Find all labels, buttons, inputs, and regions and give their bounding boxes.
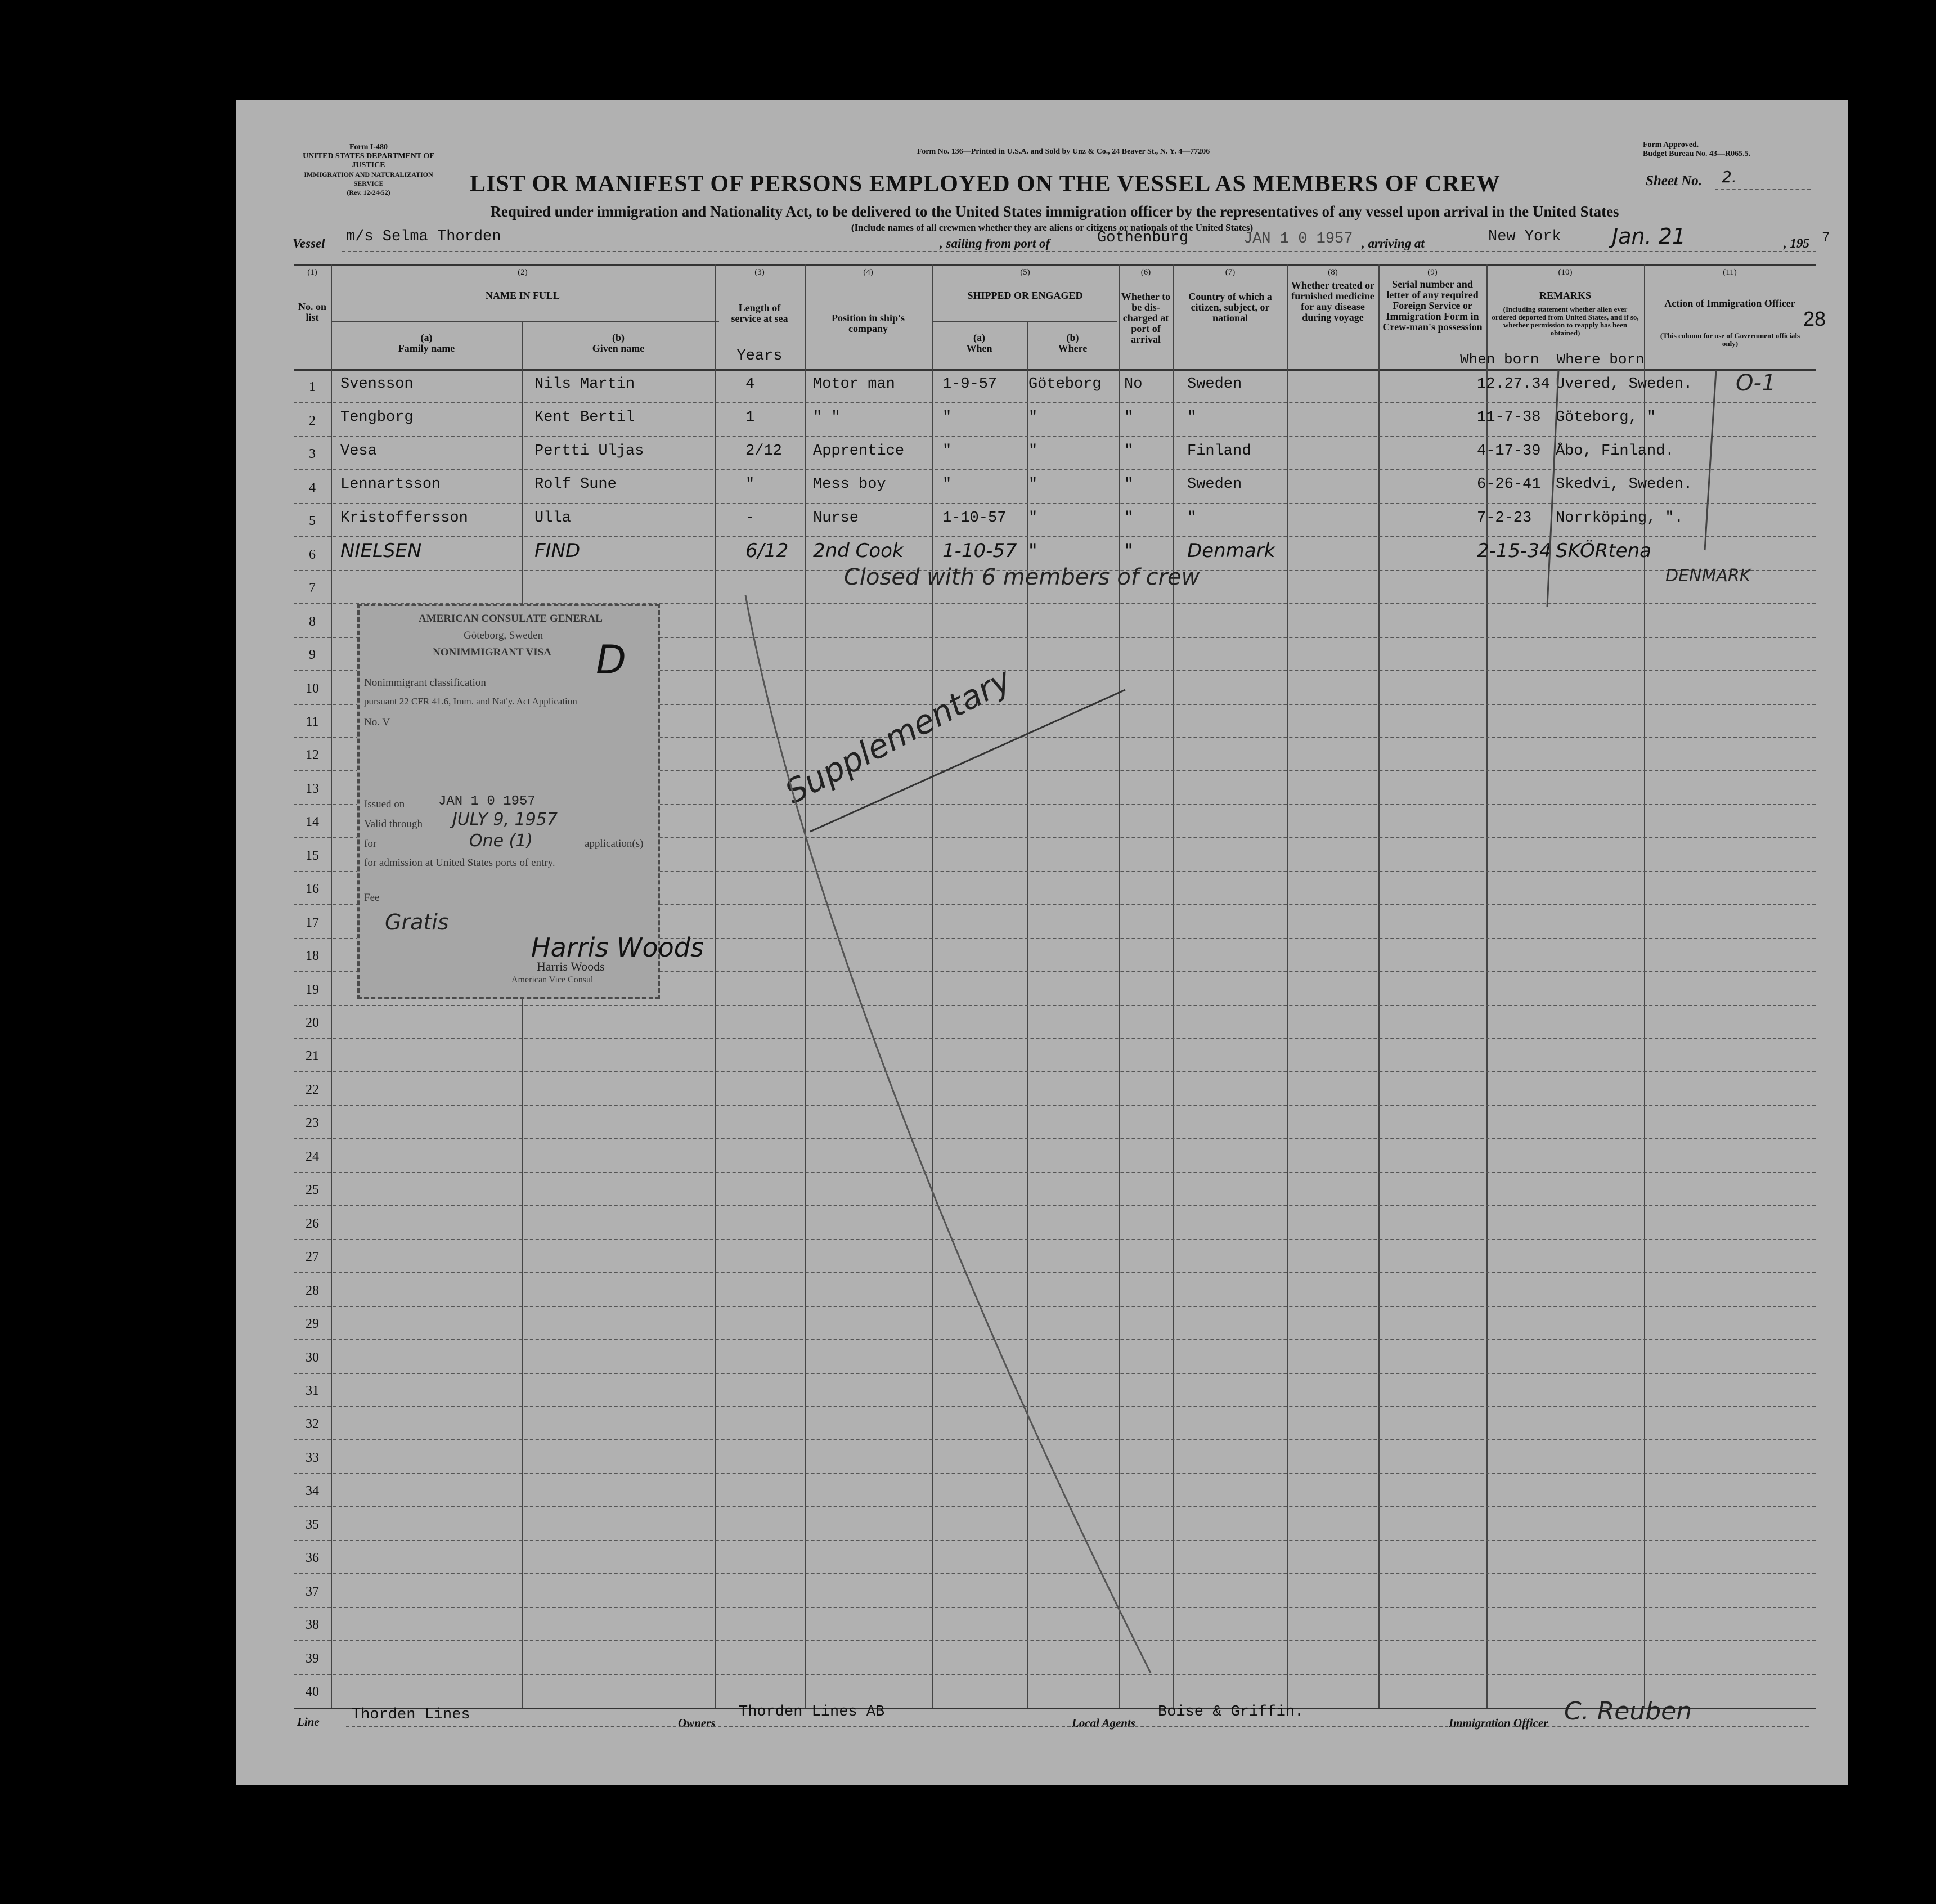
family-label: Family name: [398, 343, 455, 354]
stamp-valid-label: Valid through: [364, 818, 423, 830]
row-number: 35: [306, 1517, 319, 1532]
col-head-country: Country of which a citizen, subject, or national: [1188, 291, 1272, 324]
row-number: 10: [306, 681, 319, 696]
crew-years-service: ": [745, 476, 755, 493]
row-number: 26: [306, 1216, 319, 1231]
row-number: 27: [306, 1250, 319, 1265]
where-label: Where: [1058, 343, 1088, 354]
consul-signature: Harris Woods: [531, 932, 704, 963]
crew-given-name: Pertti Uljas: [534, 442, 644, 460]
crew-position: 2nd Cook: [813, 540, 904, 563]
crew-given-name: Rolf Sune: [534, 476, 617, 493]
stamp-no: No. V: [364, 716, 390, 728]
stamp-header-2: Göteborg, Sweden: [464, 630, 543, 641]
crew-shipped-when: 1-9-57: [942, 376, 998, 393]
year-digit: 7: [1822, 231, 1830, 246]
crew-birth-date: 2-15-34: [1477, 540, 1552, 563]
row-number: 25: [306, 1183, 319, 1198]
row-number: 31: [306, 1383, 319, 1398]
crew-discharged: ": [1124, 540, 1133, 563]
row-number: 29: [306, 1317, 319, 1332]
row7-remark: DENMARK: [1665, 566, 1751, 586]
crew-discharged: ": [1124, 409, 1134, 426]
crew-birth-place: Norrköping, ".: [1556, 509, 1683, 527]
crew-given-name: FIND: [534, 540, 581, 563]
stamp-fee-label: Fee: [364, 892, 380, 904]
crew-birth-date: 11-7-38: [1477, 409, 1541, 426]
row-number: 9: [309, 648, 316, 663]
stamp-class-mark: D: [596, 637, 626, 683]
crew-birth-place: Skedvi, Sweden.: [1556, 476, 1693, 493]
row-number: 11: [306, 714, 319, 729]
crew-given-name: Nils Martin: [534, 376, 635, 393]
col-head-treated: Whether treated or furnished medicine for any disease during voyage: [1291, 280, 1375, 323]
sheet-number: 2.: [1722, 168, 1737, 186]
manifest-sheet: [236, 100, 1848, 1785]
crew-family-name: Svensson: [340, 376, 414, 393]
crew-shipped-where: ": [1028, 509, 1038, 527]
crew-shipped-where: Göteborg: [1028, 376, 1102, 393]
revision-date: (Rev. 12-24-52): [347, 188, 390, 196]
row-number: 33: [306, 1450, 319, 1465]
crew-discharged: No: [1124, 376, 1143, 393]
form-approved: Form Approved.: [1643, 141, 1699, 149]
row-number: 4: [309, 480, 316, 495]
remarks-bracket-1: [1547, 370, 1558, 607]
col-num-1: (1): [307, 268, 317, 277]
crew-birth-place: Åbo, Finland.: [1556, 442, 1674, 460]
col-num-8: (8): [1328, 268, 1338, 277]
crew-discharged: ": [1124, 509, 1134, 527]
col-head-shipped: SHIPPED OR ENGAGED: [967, 290, 1083, 301]
crew-birth-place: Uvered, Sweden.: [1556, 376, 1693, 393]
form-number: Form I-480: [349, 143, 388, 151]
row-number: 23: [306, 1116, 319, 1131]
col-num-5: (5): [1020, 268, 1030, 277]
row-number: 16: [306, 882, 319, 897]
stamp-header-1: AMERICAN CONSULATE GENERAL: [419, 613, 603, 625]
row-number: 19: [306, 982, 319, 997]
crew-country: ": [1187, 509, 1197, 527]
crew-position: Nurse: [813, 509, 859, 527]
crew-years-service: 2/12: [745, 442, 782, 460]
vessel-label: Vessel: [293, 236, 325, 250]
department-name: UNITED STATES DEPARTMENT OF JUSTICE: [303, 152, 434, 169]
crew-birth-date: 6-26-41: [1477, 476, 1541, 493]
row-number: 21: [306, 1049, 319, 1064]
col-head-remarks-note: (Including statement whether alien ever ordered deported from United States, and if so, whether permission to reapply has been obtained): [1492, 305, 1639, 337]
form-subtitle: Required under immigration and Nationality Act, to be delivered to the United States immigration officer by the representatives of any vessel upon arrival in the United States: [490, 203, 1619, 220]
row-number: 8: [309, 614, 316, 629]
row-number: 5: [309, 514, 316, 529]
row-number: 38: [306, 1618, 319, 1633]
stamp-valid-date: JULY 9, 1957: [452, 810, 558, 829]
service-name: IMMIGRATION AND NATURALIZATION SERVICE: [304, 170, 433, 187]
family-letter: (a): [420, 332, 433, 343]
row-number: 37: [306, 1584, 319, 1599]
footer-owners-value: Thorden Lines AB: [739, 1704, 885, 1721]
col-head-action-note: (This column for use of Government officials only): [1660, 331, 1800, 348]
crew-family-name: Lennartsson: [340, 476, 441, 493]
crew-country: Denmark: [1187, 540, 1275, 563]
remarks-bracket-2: [1705, 370, 1716, 550]
row-number: 40: [306, 1685, 319, 1699]
stamp-issued-label: Issued on: [364, 798, 405, 810]
row-number: 3: [309, 447, 316, 462]
crew-shipped-where: ": [1028, 476, 1038, 493]
crew-years-service: 1: [745, 409, 755, 426]
row-number: 32: [306, 1417, 319, 1432]
crew-position: Apprentice: [813, 442, 905, 460]
stamp-classification: Nonimmigrant classification: [364, 677, 486, 689]
arrival-date: Jan. 21: [1612, 224, 1686, 249]
col-num-7: (7): [1225, 268, 1236, 277]
footer-line-value: Thorden Lines: [352, 1707, 470, 1723]
stamp-fee: Gratis: [385, 910, 449, 935]
crew-years-service: 6/12: [745, 540, 789, 563]
crew-shipped-where: ": [1028, 409, 1038, 426]
crew-given-name: Kent Bertil: [534, 409, 635, 426]
crew-position: Mess boy: [813, 476, 886, 493]
crew-birth-place: Göteborg, ": [1556, 409, 1656, 426]
crew-country: Finland: [1187, 442, 1251, 460]
form-subtitle-note: (Include names of all crewmen whether they are aliens or citizens or nationals of the United States): [851, 222, 1254, 233]
col-head-no: No. on list: [298, 301, 326, 323]
officer-signature: C. Reuben: [1564, 1697, 1692, 1726]
row-number: 28: [306, 1283, 319, 1298]
row-number: 14: [306, 815, 319, 830]
vessel-name: m/s Selma Thorden: [346, 228, 501, 245]
budget-bureau: Budget Bureau No. 43—R065.5.: [1643, 150, 1751, 158]
row-number: 36: [306, 1551, 319, 1566]
col-head-position: Position in ship's company: [831, 312, 905, 334]
col-num-11: (11): [1723, 268, 1737, 277]
stamp-admission: for admission at United States ports of entry.: [364, 857, 555, 869]
crew-shipped-when: ": [942, 409, 952, 426]
stamp-for-value: One (1): [469, 831, 533, 851]
row-number: 13: [306, 781, 319, 796]
stamp-header-3: NONIMMIGRANT VISA: [433, 646, 551, 658]
crew-shipped-when: 1-10-57: [942, 540, 1017, 563]
stamp-application: application(s): [585, 838, 644, 850]
crew-shipped-where: ": [1028, 540, 1037, 563]
year-label: , 195: [1784, 236, 1809, 250]
printer-note: Form No. 136—Printed in U.S.A. and Sold by Unz & Co., 24 Beaver St., N. Y. 4—77206: [917, 147, 1210, 156]
stamp-signer-name: Harris Woods: [537, 959, 605, 973]
footer-agents-label: Local Agents: [1072, 1716, 1135, 1730]
crew-family-name: NIELSEN: [340, 540, 422, 563]
row-number: 17: [306, 915, 319, 930]
row-number: 1: [309, 380, 316, 395]
arrival-port: New York: [1488, 228, 1561, 245]
col-num-4: (4): [863, 268, 873, 277]
crew-shipped-when: ": [942, 442, 952, 460]
sailing-date-stamp: JAN 1 0 1957: [1243, 231, 1353, 248]
col-head-name: NAME IN FULL: [485, 290, 560, 301]
row-number: 24: [306, 1149, 319, 1164]
row-number: 6: [309, 547, 316, 562]
crew-shipped-where: ": [1028, 442, 1038, 460]
crew-discharged: ": [1124, 476, 1134, 493]
col-num-6: (6): [1140, 268, 1151, 277]
when-label: When: [966, 343, 992, 354]
crew-shipped-when: ": [942, 476, 952, 493]
col-num-3: (3): [754, 268, 765, 277]
arriving-label: , arriving at: [1362, 236, 1425, 250]
row-number: 22: [306, 1082, 319, 1097]
crew-shipped-when: 1-10-57: [942, 509, 1007, 527]
diagonal-pencil-line: [745, 595, 1151, 1673]
col-head-born: When born Where born: [1460, 351, 1645, 368]
col-head-years: Years: [736, 348, 783, 365]
row-number: 34: [306, 1484, 319, 1499]
crew-birth-place: SKÖRtena: [1556, 540, 1651, 563]
crew-discharged: ": [1124, 442, 1134, 460]
stamp-for-label: for: [364, 838, 377, 850]
consulate-visa-stamp: [357, 604, 704, 999]
crew-country: ": [1187, 409, 1197, 426]
col-head-remarks: REMARKS: [1539, 290, 1591, 301]
crew-given-name: Ulla: [534, 509, 571, 527]
stamp-pursuant: pursuant 22 CFR 41.6, Imm. and Nat'y. Act Application: [364, 696, 577, 707]
action-mark: O-1: [1736, 370, 1776, 396]
sailing-label: , sailing from port of: [940, 236, 1050, 250]
closed-note: Closed with 6 members of crew: [844, 564, 1200, 590]
footer-officer-label: Immigration Officer: [1449, 1716, 1548, 1730]
footer-line: [346, 1726, 1809, 1727]
row-number: 18: [306, 949, 319, 964]
where-letter: (b): [1066, 332, 1079, 343]
given-letter: (b): [612, 332, 625, 343]
row-number: 15: [306, 848, 319, 863]
col-head-length: Length of service at sea: [731, 302, 788, 324]
col-head-action: Action of Immigration Officer: [1664, 298, 1795, 309]
given-label: Given name: [592, 343, 645, 354]
crew-family-name: Tengborg: [340, 409, 414, 426]
col-num-10: (10): [1558, 268, 1573, 277]
crew-family-name: Vesa: [340, 442, 377, 460]
row-number: 7: [309, 581, 316, 596]
footer-owners-label: Owners: [678, 1716, 716, 1730]
row-number: 30: [306, 1350, 319, 1365]
footer-agents-value: Boise & Griffin.: [1158, 1704, 1304, 1721]
col-num-2: (2): [518, 268, 528, 277]
footer-line-label: Line: [297, 1715, 320, 1728]
col-head-discharged: Whether to be dis-charged at port of arrival: [1121, 291, 1171, 345]
stamp-issued-date: JAN 1 0 1957: [438, 794, 536, 809]
crew-position: Motor man: [813, 376, 895, 393]
sheet-label: Sheet No.: [1646, 173, 1702, 188]
crew-family-name: Kristoffersson: [340, 509, 468, 527]
col-head-serial: Serial number and letter of any required Foreign Service or Immigration Form in Crew-man's possession: [1382, 279, 1483, 333]
supplementary-underline: [810, 690, 1125, 832]
row-number: 12: [306, 748, 319, 763]
when-letter: (a): [973, 332, 985, 343]
col-num-9: (9): [1427, 268, 1438, 277]
row-number: 39: [306, 1651, 319, 1666]
supplementary-note: Supplementary: [779, 660, 1018, 812]
crew-years-service: -: [745, 509, 755, 527]
sailing-port: Gothenburg: [1097, 230, 1189, 246]
crew-birth-date: 7-2-23: [1477, 509, 1532, 527]
form-title: LIST OR MANIFEST OF PERSONS EMPLOYED ON THE VESSEL AS MEMBERS OF CREW: [470, 171, 1501, 197]
crew-birth-date: 4-17-39: [1477, 442, 1541, 460]
page-number: 28: [1803, 307, 1826, 330]
crew-position: " ": [813, 409, 841, 426]
crew-country: Sweden: [1187, 476, 1242, 493]
row-number: 20: [306, 1016, 319, 1030]
crew-country: Sweden: [1187, 376, 1242, 393]
stamp-signer-title: American Vice Consul: [511, 975, 594, 985]
crew-birth-date: 12.27.34: [1477, 376, 1550, 393]
crew-years-service: 4: [745, 376, 755, 393]
row-number: 2: [309, 413, 316, 428]
